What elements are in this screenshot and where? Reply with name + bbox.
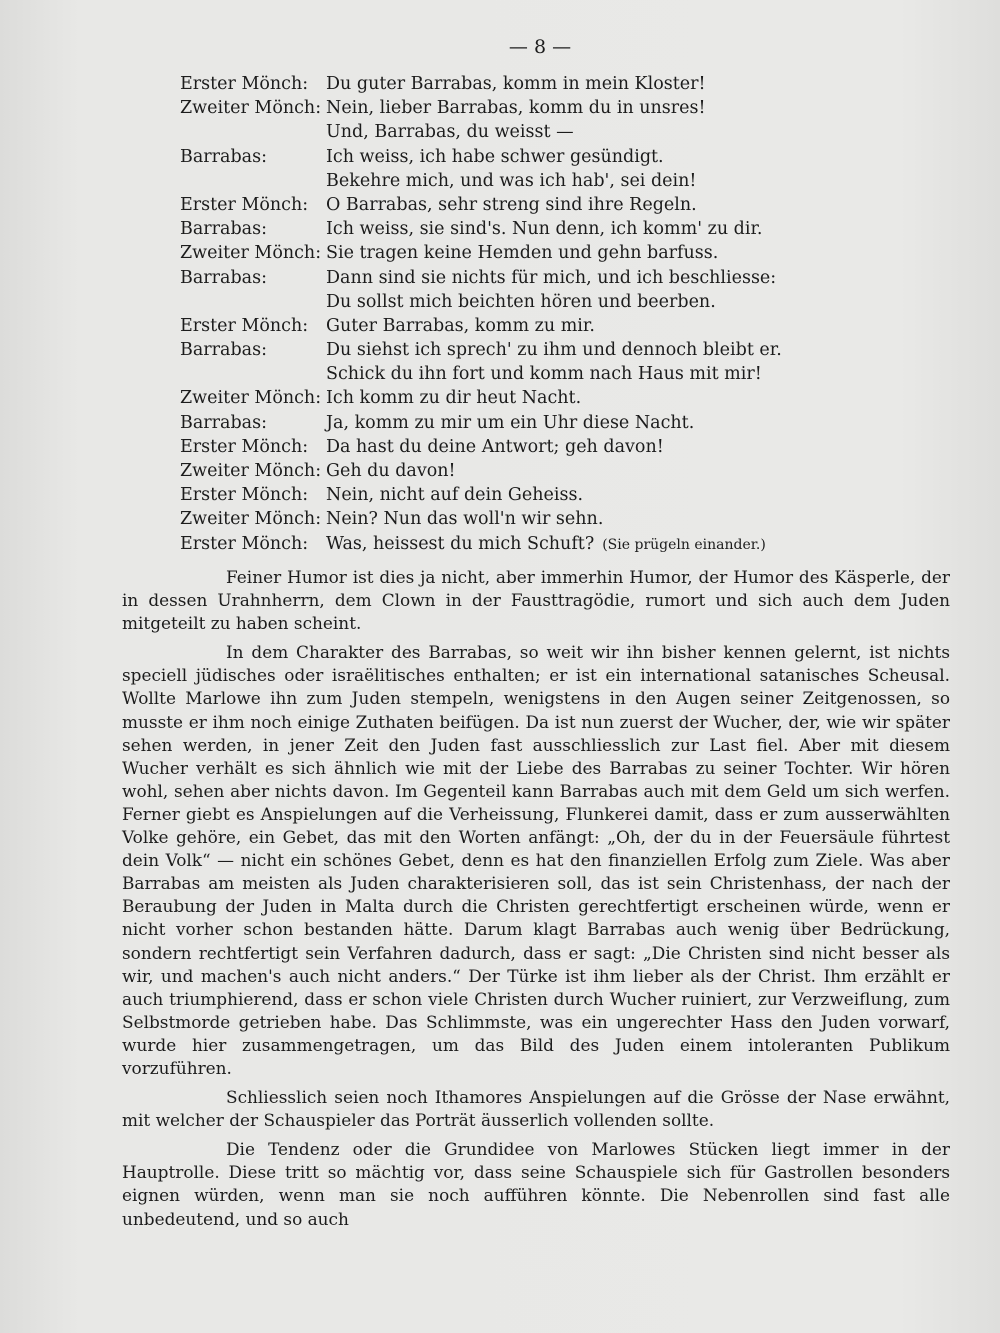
paragraph: Die Tendenz oder die Grundidee von Marlowes Stücken liegt immer in der Hauptrolle. Diese tritt so mächtig vor, dass seine Schauspiele sich für Gastrollen besonders eignen würden, wenn man sie noch aufführen könnte. Die Nebenrollen sind fast alle unbedeutend, und so auch (122, 1139, 950, 1229)
dialogue-text: Ja, komm zu mir um ein Uhr diese Nacht. (326, 412, 695, 433)
dialogue-text-content: Was, heissest du mich Schuft? (326, 533, 595, 554)
speaker-label: Barrabas: (180, 412, 267, 433)
dialogue-text: Ich weiss, sie sind's. Nun denn, ich komm' zu dir. (326, 219, 763, 240)
speaker-label: Erster Mönch: (180, 485, 309, 506)
dialogue-text: Geh du davon! (326, 461, 456, 481)
dialogue-block (0, 74, 1000, 558)
dialogue-line (0, 437, 1000, 461)
dialogue-text: Sie tragen keine Hemden und gehn barfuss. (326, 243, 719, 264)
speaker-label: Barrabas: (180, 219, 267, 240)
dialogue-line (0, 219, 1000, 243)
dialogue-text: Ich weiss, ich habe schwer gesündigt. (326, 146, 664, 167)
speaker-label: Zweiter Mönch: (180, 388, 322, 409)
paragraph: Feiner Humor ist dies ja nicht, aber immerhin Humor, der Humor des Käsperle, der in dessen Urahnherrn, dem Clown in der Fausttragödie, rumort und sich auch dem Juden mitgeteilt zu haben scheint. (122, 567, 950, 634)
dialogue-line (0, 292, 1000, 316)
speaker-label: Zweiter Mönch: (180, 243, 322, 264)
dialogue-text: Guter Barrabas, komm zu mir. (326, 315, 595, 336)
dialogue-line (0, 122, 1000, 146)
dialogue-line (0, 98, 1000, 122)
dialogue-line (0, 316, 1000, 340)
speaker-label: Erster Mönch: (180, 74, 309, 94)
dialogue-line (0, 243, 1000, 267)
speaker-label: Erster Mönch: (180, 194, 309, 215)
dialogue-line (0, 364, 1000, 388)
dialogue-text: Nein? Nun das woll'n wir sehn. (326, 509, 604, 530)
dialogue-line (0, 413, 1000, 437)
speaker-label: Barrabas: (180, 146, 267, 167)
speaker-label: Barrabas: (180, 340, 267, 361)
dialogue-text: Schick du ihn fort und komm nach Haus mit mir! (326, 364, 762, 385)
dialogue-line (0, 195, 1000, 219)
dialogue-line (0, 485, 1000, 509)
dialogue-line (0, 74, 1000, 98)
dialogue-text: Ich komm zu dir heut Nacht. (326, 388, 582, 409)
paragraph: In dem Charakter des Barrabas, so weit wir ihn bisher kennen gelernt, ist nichts speciell jüdisches oder israëlitisches enthalten; er ist ein international satanisches Scheusal. Wollte Marlowe ihn zum Juden stempeln, wenigstens in den Augen seiner Zeitgenossen, so musste er ihm noch einige Zuthaten beifügen. Da ist nun zuerst der Wucher, der, wie wir später sehen werden, in jener Zeit den Juden fast ausschliesslich zur Last fiel. Aber mit diesem Wucher verhält es sich ähnlich wie mit der Liebe des Barrabas zu seiner Tochter. Wir hören wohl, sehen aber nichts davon. Im Gegenteil kann Barrabas auch mit dem Geld um sich werfen. Ferner giebt es Anspielungen auf die Verheissung, Flunkerei damit, dass er zum ausserwählten Volke gehöre, ein Gebet, das mit den Worten anfängt: „Oh, der du in der Feuersäule führtest dein Volk“ — nicht ein schönes Gebet, denn es hat den finanziellen Erfolg zum Ziele. Was aber Barrabas am meisten als Juden charakterisieren soll, das ist sein Christenhass, der nach der Beraubung der Juden in Malta durch die Christen gerechtfertigt erscheinen würde, wenn er nicht vorher schon bestanden hätte. Darum klagt Barrabas auch wenig über Bedrückung, sondern rechtfertigt sein Verfahren dadurch, dass er sagt: „Die Christen sind nicht besser als wir, und machen's auch nicht anders.“ Der Türke ist ihm lieber als der Christ. Ihm erzählt er auch triumphierend, dass er schon viele Christen durch Wucher ruiniert, zur Verzweiflung, zum Selbstmorde getrieben habe. Das Schlimmste, was ein ungerechter Hass den Juden vorwarf, wurde hier zusammengetragen, um das Bild des Juden einem intoleranten Publikum vorzuführen. (122, 642, 950, 1078)
dialogue-line (0, 461, 1000, 485)
dialogue-text: O Barrabas, sehr streng sind ihre Regeln. (326, 194, 697, 215)
dialogue-text: Du siehst ich sprech' zu ihm und dennoch bleibt er. (326, 340, 782, 361)
dialogue-text: Dann sind sie nichts für mich, und ich beschliesse: (326, 267, 777, 288)
stage-direction: (Sie prügeln einander.) (602, 536, 766, 553)
speaker-label: Erster Mönch: (180, 436, 309, 457)
dialogue-text: Du guter Barrabas, komm in mein Kloster! (326, 74, 706, 94)
dialogue-text (326, 534, 766, 554)
dialogue-line (0, 340, 1000, 364)
dialogue-line (0, 509, 1000, 533)
speaker-label: Zweiter Mönch: (180, 461, 322, 481)
body-text (122, 566, 950, 1231)
speaker-label: Barrabas: (180, 267, 267, 288)
dialogue-line (0, 534, 1000, 558)
dialogue-text: Nein, nicht auf dein Geheiss. (326, 485, 584, 506)
dialogue-text: Nein, lieber Barrabas, komm du in unsres! (326, 98, 706, 119)
dialogue-text: Du sollst mich beichten hören und beerben. (326, 291, 716, 312)
dialogue-line (0, 147, 1000, 171)
dialogue-text: Und, Barrabas, du weisst — (326, 122, 574, 143)
paragraph: Schliesslich seien noch Ithamores Anspielungen auf die Grösse der Nase erwähnt, mit welcher der Schauspieler das Porträt äusserlich vollenden sollte. (122, 1087, 950, 1131)
speaker-label: Zweiter Mönch: (180, 509, 322, 530)
speaker-label: Erster Mönch: (180, 315, 309, 336)
page-number: — 8 — (508, 36, 572, 58)
speaker-label: Erster Mönch: (180, 533, 309, 554)
dialogue-line (0, 171, 1000, 195)
dialogue-text: Bekehre mich, und was ich hab', sei dein! (326, 170, 697, 191)
dialogue-text: Da hast du deine Antwort; geh davon! (326, 436, 664, 457)
dialogue-line (0, 268, 1000, 292)
dialogue-line (0, 388, 1000, 412)
speaker-label: Zweiter Mönch: (180, 98, 322, 119)
